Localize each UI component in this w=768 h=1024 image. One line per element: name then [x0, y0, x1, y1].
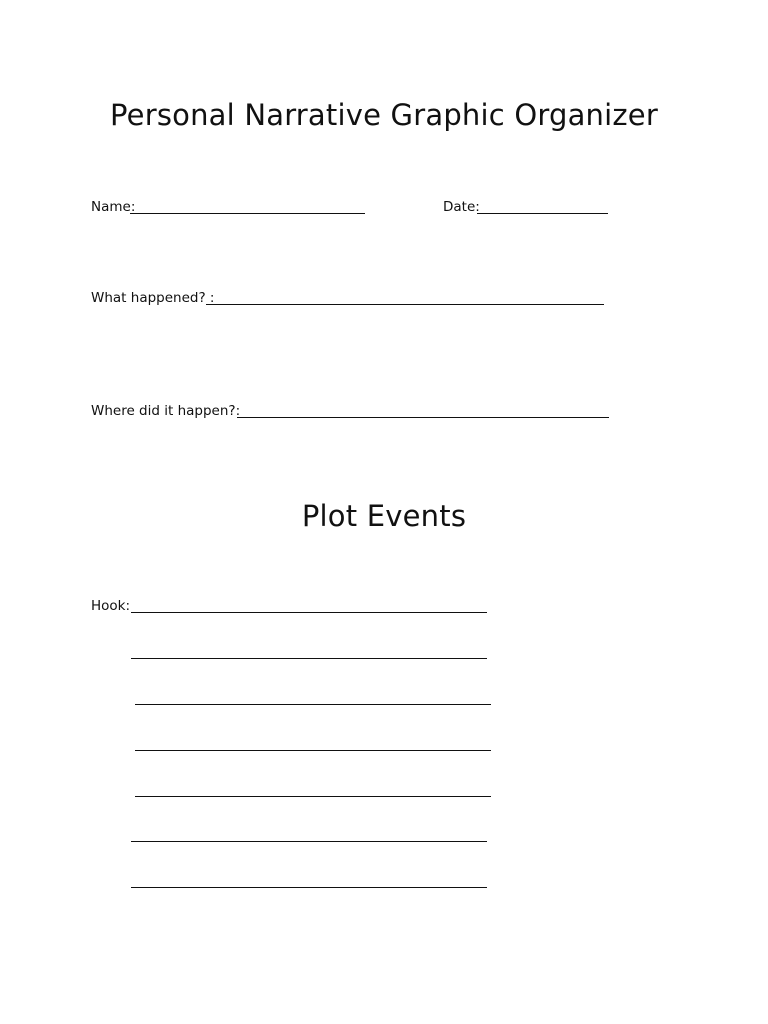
where-line[interactable] [237, 417, 609, 418]
page-title: Personal Narrative Graphic Organizer [110, 98, 658, 132]
plot-events-heading: Plot Events [301, 499, 467, 533]
what-happened-line[interactable] [206, 304, 604, 305]
plot-event-line-3[interactable] [135, 750, 491, 751]
plot-event-line-5[interactable] [131, 841, 487, 842]
where-label: Where did it happen?: [91, 403, 241, 419]
date-label: Date: [443, 199, 480, 215]
hook-label: Hook: [91, 598, 131, 614]
plot-event-line-2[interactable] [135, 704, 491, 705]
hook-line[interactable] [131, 612, 487, 613]
plot-event-line-1[interactable] [131, 658, 487, 659]
plot-event-line-6[interactable] [131, 887, 487, 888]
name-label: Name: [91, 199, 136, 215]
date-field-line[interactable] [477, 213, 608, 214]
what-happened-label: What happened? : [91, 290, 215, 306]
name-field-line[interactable] [130, 213, 365, 214]
plot-event-line-4[interactable] [135, 796, 491, 797]
